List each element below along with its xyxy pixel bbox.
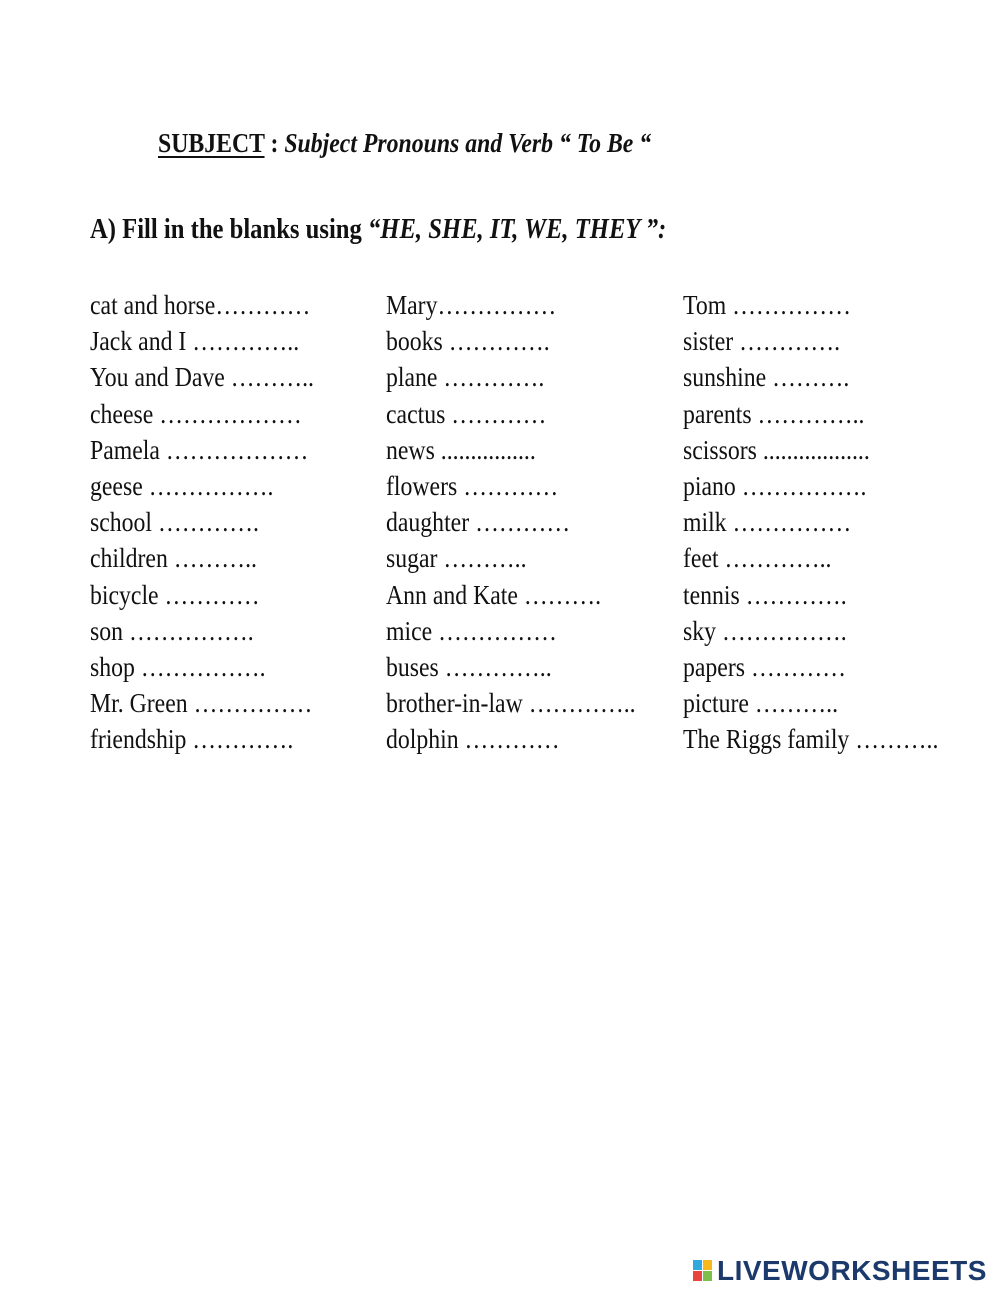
word-item: sunshine ………. — [683, 362, 850, 393]
word-item: school …………. — [90, 507, 259, 538]
word-item: plane …………. — [386, 362, 545, 393]
logo-icon — [693, 1260, 713, 1282]
word-item: cat and horse………… — [90, 290, 311, 320]
word-item: papers ………… — [683, 652, 846, 683]
word-item: cheese ……………… — [90, 398, 302, 429]
word-item: You and Dave ……….. — [90, 362, 314, 393]
word-column-2 — [386, 287, 670, 758]
word-item: feet ………….. — [683, 543, 832, 574]
word-item: buses ………….. — [386, 652, 552, 683]
word-item: parents ………….. — [683, 398, 865, 429]
word-item: Pamela ……………… — [90, 434, 309, 465]
word-item: Ann and Kate ………. — [386, 579, 602, 610]
word-item: The Riggs family ……….. — [683, 724, 939, 755]
word-item: brother-in-law ………….. — [386, 688, 636, 719]
logo-text: LIVEWORKSHEETS — [717, 1255, 987, 1286]
instruction-prefix: A) Fill in the blanks using — [90, 214, 368, 245]
word-item: bicycle ………… — [90, 579, 260, 610]
word-column-1 — [90, 287, 345, 758]
word-item: flowers ………… — [386, 471, 559, 502]
word-item: Tom …………… — [683, 290, 851, 320]
word-item: piano ……………. — [683, 471, 867, 502]
exercise-instruction — [90, 214, 666, 246]
word-item: Mary…………… — [386, 290, 557, 320]
word-column-3 — [683, 287, 973, 758]
word-item: mice …………… — [386, 615, 557, 646]
subject-label: SUBJECT — [158, 128, 265, 158]
word-item: sister …………. — [683, 326, 841, 357]
word-item: picture ……….. — [683, 688, 839, 719]
word-item: books …………. — [386, 326, 550, 357]
word-item: scissors .................. — [683, 434, 870, 465]
word-item: Mr. Green …………… — [90, 688, 313, 719]
word-item: sky ……………. — [683, 615, 847, 646]
word-item: cactus ………… — [386, 398, 547, 429]
liveworksheets-logo — [693, 1255, 987, 1287]
instruction-pronouns: “HE, SHE, IT, WE, THEY ”: — [367, 214, 667, 245]
word-item: children ……….. — [90, 543, 257, 574]
word-item: geese ……………. — [90, 471, 274, 502]
word-item: sugar ……….. — [386, 543, 527, 574]
word-item: shop ……………. — [90, 652, 266, 683]
word-item: friendship …………. — [90, 724, 294, 755]
subject-description: Subject Pronouns and Verb “ To Be “ — [284, 128, 652, 158]
word-item: daughter ………… — [386, 507, 571, 538]
word-item: tennis …………. — [683, 579, 847, 610]
word-item: dolphin ………… — [386, 724, 560, 755]
word-item: milk …………… — [683, 507, 852, 538]
word-item: news ................ — [386, 434, 536, 465]
page-title — [158, 128, 651, 159]
title-separator: : — [264, 128, 285, 158]
word-item: son ……………. — [90, 615, 254, 646]
word-item: Jack and I ………….. — [90, 326, 300, 357]
